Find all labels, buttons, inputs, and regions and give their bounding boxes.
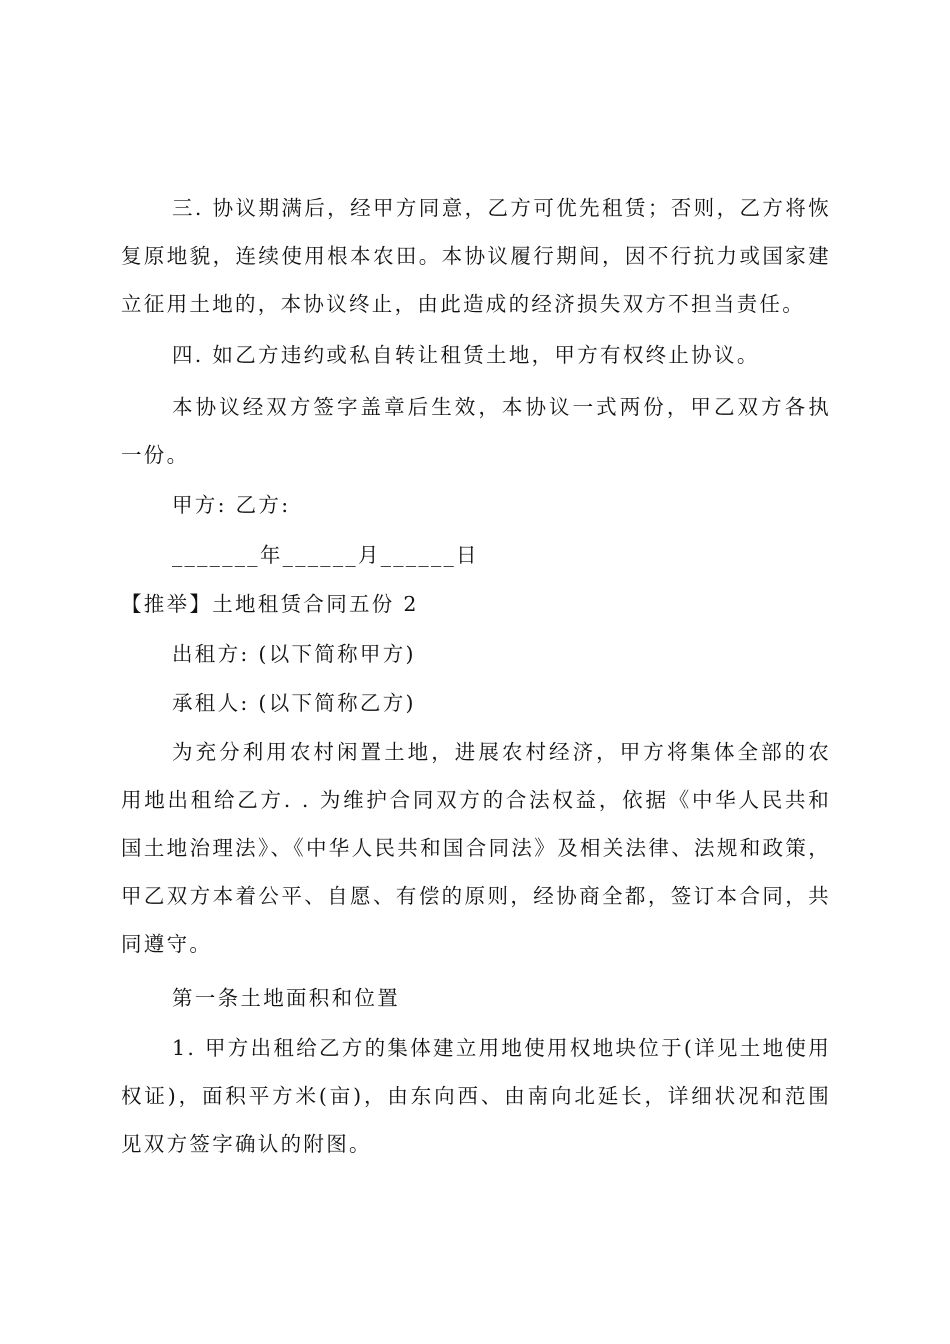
paragraph-preamble: 为充分利用农村闲置土地，进展农村经济，甲方将集体全部的农用地出租给乙方. . 为维护合同双方的合法权益，依据《中华人民共和国土地治理法》、《中华人民共和国合同法》及相关法律、法规和政策，甲乙双方本着公平、自愿、有偿的原则，经协商全都，签订本合同，共同遵守。 [121,740,831,956]
lessee-line: 承租人: (以下简称乙方) [172,691,416,715]
paragraph-clause-3: 三. 协议期满后，经甲方同意，乙方可优先租赁；否则，乙方将恢复原地貌，连续使用根本农田。本协议履行期间，因不行抗力或国家建立征用土地的，本协议终止，由此造成的经济损失双方不担当责任。 [121,196,831,316]
article-1-heading: 第一条土地面积和位置 [172,986,400,1010]
paragraph-clause-4: 四. 如乙方违约或私自转让租赁土地，甲方有权终止协议。 [172,343,760,367]
lessor-line: 出租方: (以下简称甲方) [172,642,416,666]
signature-date-line: _______年______月______日 [172,543,479,567]
section-heading: 【推举】土地租赁合同五份 2 [121,592,419,616]
paragraph-effectiveness: 本协议经双方签字盖章后生效，本协议一式两份，甲乙双方各执一份。 [121,395,831,467]
paragraph-article-1-item-1: 1. 甲方出租给乙方的集体建立用地使用权地块位于(详见土地使用权证)，面积平方米(亩)，由东向西、由南向北延长，详细状况和范围见双方签字确认的附图。 [121,1036,831,1156]
signature-parties-line: 甲方: 乙方: [172,493,291,517]
